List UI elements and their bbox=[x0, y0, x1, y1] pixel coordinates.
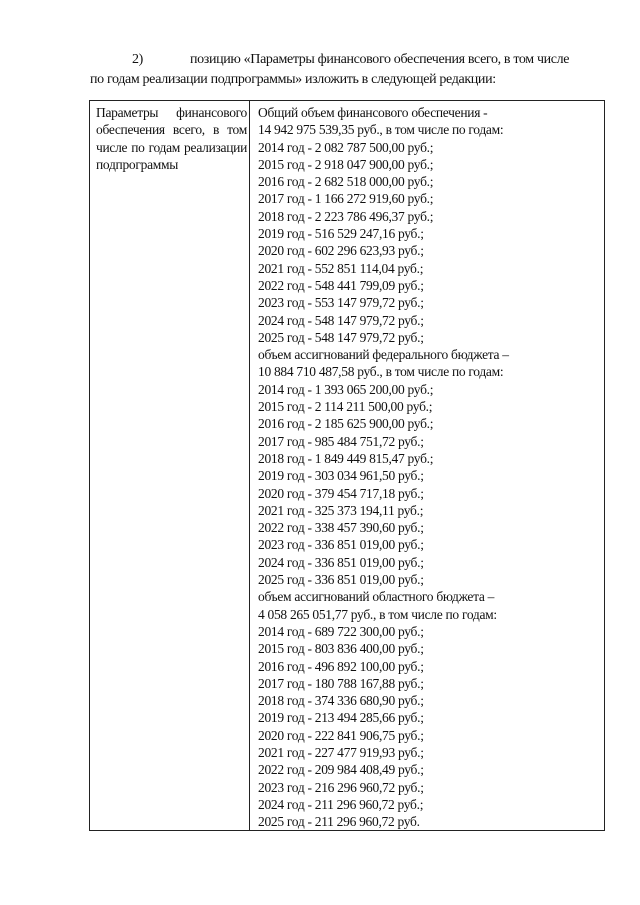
value-line: 2025 год - 336 851 019,00 руб.; bbox=[258, 572, 424, 588]
intro-text-line-1: позицию «Параметры финансового обеспечения всего, в том числе bbox=[190, 52, 570, 67]
value-line: Общий объем финансового обеспечения - bbox=[258, 105, 488, 120]
value-line: 2015 год - 2 114 211 500,00 руб.; bbox=[258, 399, 433, 415]
value-line: 2021 год - 227 477 919,93 руб.; bbox=[258, 744, 424, 760]
item-number: 2) bbox=[132, 52, 143, 67]
intro-text-line-2: по годам реализации подпрограммы» изложить в следующей редакции: bbox=[90, 72, 496, 87]
value-line: 2017 год - 180 788 167,88 руб.; bbox=[258, 675, 424, 691]
value-line: 2020 год - 602 296 623,93 руб.; bbox=[258, 243, 424, 259]
parameter-label: Параметры финансового обеспечения всего, в том числе по годам реализации подпрограммы bbox=[96, 105, 247, 172]
value-line: 2024 год - 548 147 979,72 руб.; bbox=[258, 312, 424, 328]
value-line: 2015 год - 803 836 400,00 руб.; bbox=[258, 641, 424, 657]
value-line: 2020 год - 379 454 717,18 руб.; bbox=[258, 485, 424, 501]
intro-line-1 bbox=[90, 50, 602, 70]
value-line: объем ассигнований федерального бюджета – bbox=[258, 347, 509, 363]
value-line: 2019 год - 516 529 247,16 руб.; bbox=[258, 226, 424, 242]
value-line: 2021 год - 325 373 194,11 руб.; bbox=[258, 502, 424, 518]
value-line: 2022 год - 548 441 799,09 руб.; bbox=[258, 277, 424, 293]
parameter-label-cell bbox=[90, 101, 250, 831]
value-line: 2020 год - 222 841 906,75 руб.; bbox=[258, 727, 424, 743]
intro-paragraph bbox=[90, 50, 602, 90]
value-line: 2023 год - 216 296 960,72 руб.; bbox=[258, 779, 424, 795]
financing-parameters-table bbox=[89, 100, 605, 831]
value-line: 2017 год - 1 166 272 919,60 руб.; bbox=[258, 191, 434, 207]
value-line: 2014 год - 2 082 787 500,00 руб.; bbox=[258, 139, 434, 155]
value-line: 2016 год - 496 892 100,00 руб.; bbox=[258, 658, 424, 674]
value-line: 2017 год - 985 484 751,72 руб.; bbox=[258, 433, 424, 449]
value-line: 2022 год - 209 984 408,49 руб.; bbox=[258, 762, 424, 778]
value-line: 10 884 710 487,58 руб., в том числе по годам: bbox=[258, 364, 504, 380]
value-line: 2019 год - 303 034 961,50 руб.; bbox=[258, 468, 424, 484]
value-line: 2025 год - 211 296 960,72 руб. bbox=[258, 814, 420, 830]
value-line: 2024 год - 211 296 960,72 руб.; bbox=[258, 796, 424, 812]
value-line: 2018 год - 1 849 449 815,47 руб.; bbox=[258, 450, 434, 466]
value-line: 2019 год - 213 494 285,66 руб.; bbox=[258, 710, 424, 726]
value-line: 2025 год - 548 147 979,72 руб.; bbox=[258, 329, 424, 345]
intro-line-2 bbox=[90, 70, 602, 90]
value-line: 2024 год - 336 851 019,00 руб.; bbox=[258, 554, 424, 570]
value-line: 4 058 265 051,77 руб., в том числе по годам: bbox=[258, 606, 497, 622]
value-line: 2016 год - 2 185 625 900,00 руб.; bbox=[258, 416, 434, 432]
value-line: 2014 год - 689 722 300,00 руб.; bbox=[258, 623, 424, 639]
value-line: 2016 год - 2 682 518 000,00 руб.; bbox=[258, 174, 434, 190]
value-line: 2021 год - 552 851 114,04 руб.; bbox=[258, 260, 424, 276]
value-line: 2018 год - 374 336 680,90 руб.; bbox=[258, 693, 424, 709]
value-line: 2014 год - 1 393 065 200,00 руб.; bbox=[258, 381, 434, 397]
value-line: 2023 год - 553 147 979,72 руб.; bbox=[258, 295, 424, 311]
value-line: 2022 год - 338 457 390,60 руб.; bbox=[258, 520, 424, 536]
table-row bbox=[90, 101, 605, 831]
value-line: 14 942 975 539,35 руб., в том числе по годам: bbox=[258, 122, 504, 138]
parameter-value-cell bbox=[250, 101, 605, 831]
value-line: 2023 год - 336 851 019,00 руб.; bbox=[258, 537, 424, 553]
value-line: 2018 год - 2 223 786 496,37 руб.; bbox=[258, 208, 434, 224]
value-line: объем ассигнований областного бюджета – bbox=[258, 589, 495, 605]
value-line: 2015 год - 2 918 047 900,00 руб.; bbox=[258, 156, 434, 172]
